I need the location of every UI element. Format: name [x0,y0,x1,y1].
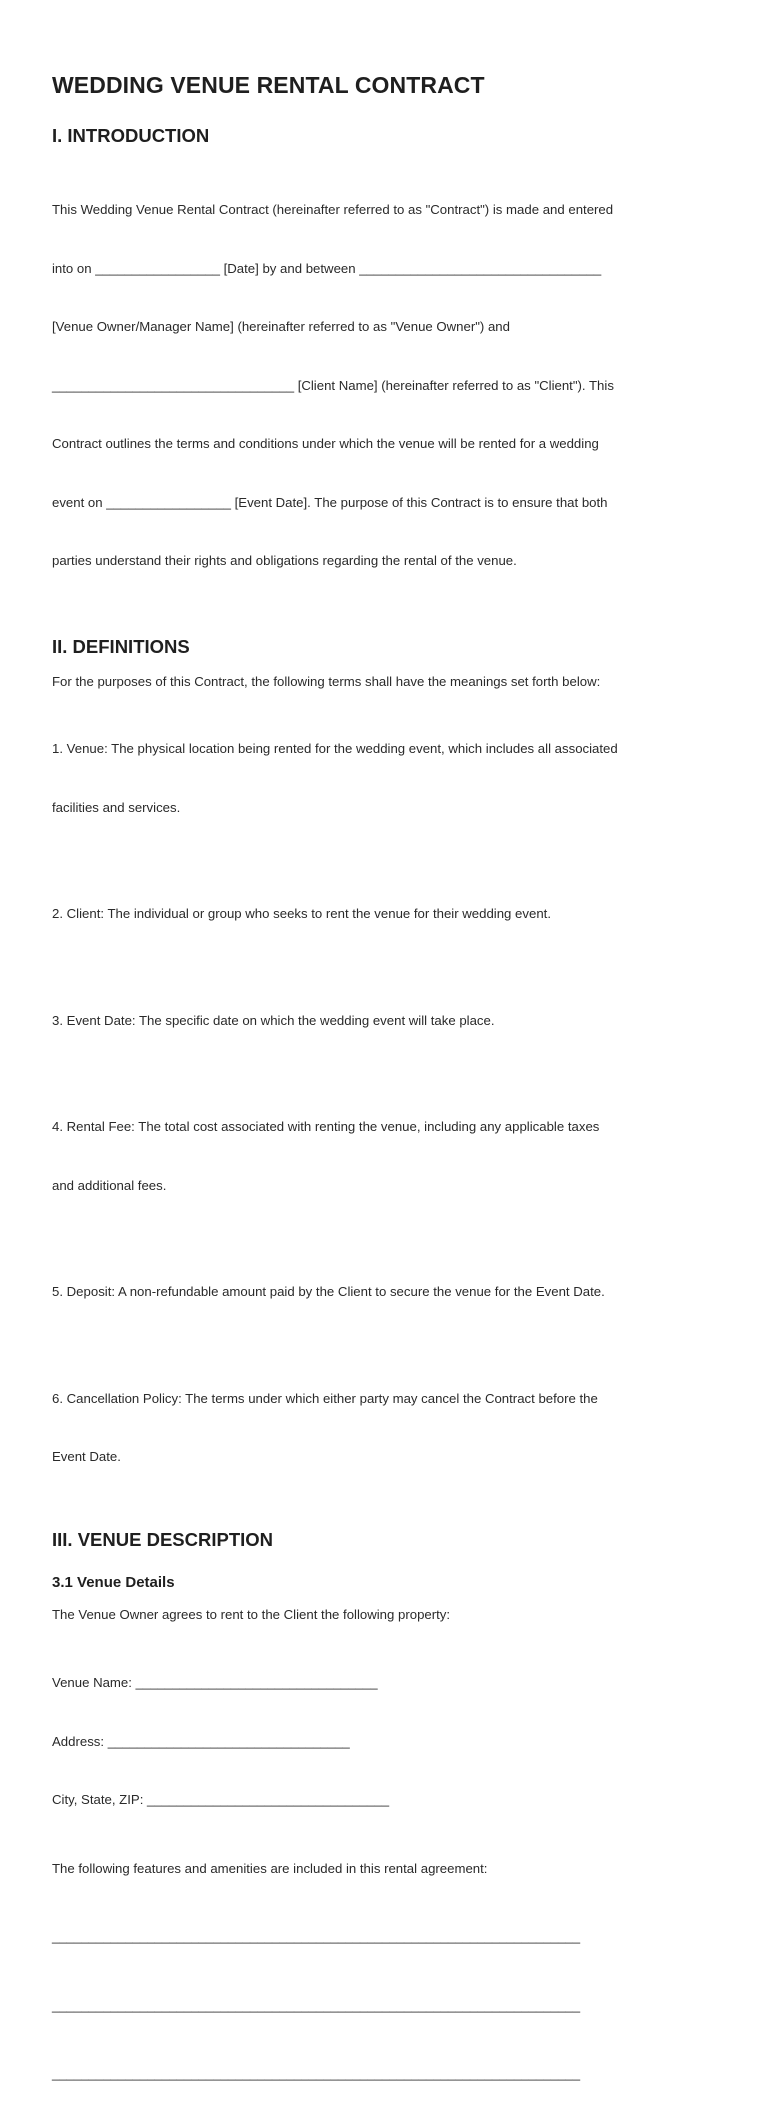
intro-line: _________________________________ [Client Name] (hereinafter referred to as "Client"). This [52,377,614,393]
intro-line: into on _________________ [Date] by and between _________________________________ [52,260,602,276]
contract-page [52,70,722,2123]
definition-line: 6. Cancellation Policy: The terms under which either party may cancel the Contract before the [52,1390,598,1406]
venue-details-subheading: 3.1 Venue Details [52,1573,175,1591]
definition-item-event-date [52,972,722,1070]
amenities-blank-line: ________________________________________________________________________ [52,1929,581,1944]
amenities-blank-lines [52,1888,722,2123]
definition-line: and additional fees. [52,1177,167,1193]
intro-line: parties understand their rights and obligations regarding the rental of the venue. [52,553,517,568]
amenities-blank-line: ________________________________________________________________________ [52,2066,581,2081]
section-venue-description-heading: III. VENUE DESCRIPTION [52,1528,274,1550]
definition-line: 4. Rental Fee: The total cost associated with renting the venue, including any applicable taxes [52,1119,600,1134]
definition-line: 2. Client: The individual or group who seeks to rent the venue for their wedding event. [52,906,551,921]
definition-item-cancellation-policy [52,1350,722,1506]
intro-line: This Wedding Venue Rental Contract (hereinafter referred to as "Contract") is made and entered [52,202,614,217]
definition-item-rental-fee [52,1078,722,1234]
definition-line: 1. Venue: The physical location being rented for the wedding event, which includes all associated [52,741,618,756]
section-definitions-heading: II. DEFINITIONS [52,635,190,657]
definition-item-client [52,865,722,963]
venue-fields [52,1634,722,1849]
definition-line: 3. Event Date: The specific date on which the wedding event will take place. [52,1012,495,1028]
introduction-paragraph [52,161,722,610]
amenities-blank-line: ________________________________________________________________________ [52,1997,581,2013]
amenities-intro: The following features and amenities are included in this rental agreement: [52,1860,488,1876]
definition-item-venue [52,700,722,856]
definition-line: 5. Deposit: A non-refundable amount paid by the Client to secure the venue for the Event Date. [52,1284,605,1299]
document-title: WEDDING VENUE RENTAL CONTRACT [52,72,485,98]
definition-line: Event Date. [52,1449,121,1464]
venue-details-intro: The Venue Owner agrees to rent to the Client the following property: [52,1606,451,1622]
intro-line: [Venue Owner/Manager Name] (hereinafter referred to as "Venue Owner") and [52,319,510,334]
section-introduction-heading: I. INTRODUCTION [52,125,210,146]
venue-name-field: Venue Name: _________________________________ [52,1675,378,1690]
definition-item-deposit [52,1243,722,1341]
address-field: Address: _________________________________ [52,1733,350,1749]
definitions-intro: For the purposes of this Contract, the following terms shall have the meanings set forth below: [52,673,601,689]
intro-line: Contract outlines the terms and conditions under which the venue will be rented for a wedding [52,436,599,451]
definition-line: facilities and services. [52,799,181,815]
intro-line: event on _________________ [Event Date]. The purpose of this Contract is to ensure that both [52,494,608,510]
city-state-zip-field: City, State, ZIP: _________________________________ [52,1792,390,1807]
